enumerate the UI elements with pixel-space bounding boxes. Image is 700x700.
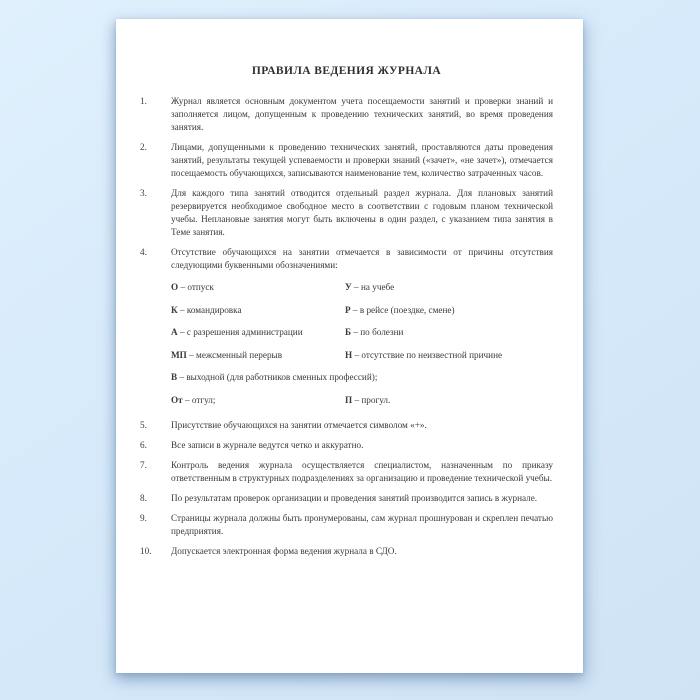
item-text: Лицами, допущенными к проведению технических занятий, проставляются даты проведения занятий, результаты текущей успеваемости и проверки знаний («зачет», «не зачет»), отмечается посещаемость обучающихся, записываются наименование тем, количество затраченных часов. [171, 142, 553, 178]
code-cell [171, 304, 345, 317]
code-description: – выходной (для работников сменных профессий); [179, 372, 378, 382]
list-item [140, 492, 553, 505]
code-row [171, 349, 553, 362]
item-number: 8. [140, 492, 147, 503]
code-cell [171, 371, 377, 384]
item-text: Отсутствие обучающихся на занятии отмечается в зависимости от причины отсутствия следующими буквенными обозначениями: [171, 247, 553, 270]
code-description: – с разрешения администрации [179, 327, 303, 337]
code-letter: У [345, 282, 352, 292]
list-item [140, 459, 553, 485]
code-letter: О [171, 282, 179, 292]
list-item [140, 141, 553, 180]
list-item [140, 187, 553, 239]
item-text: Журнал является основным документом учета посещаемости занятий и проверки знаний и заполняется лицом, допущенным к проведению технических занятий, во время проведения занятия. [171, 96, 553, 132]
code-letter: Н [345, 349, 353, 360]
list-item [140, 95, 553, 134]
list-item [140, 246, 553, 272]
code-description: – отсутствие по неизвестной причине [354, 349, 503, 360]
item-number: 7. [140, 459, 147, 470]
code-letter: От [171, 394, 183, 405]
code-letter: А [171, 327, 178, 337]
code-description: – в рейсе (поездке, смене) [352, 304, 455, 315]
code-letter: П [345, 394, 353, 405]
code-description: – на учебе [354, 282, 395, 292]
code-cell [345, 281, 553, 294]
code-row [171, 304, 553, 317]
code-letter: К [171, 304, 178, 315]
code-row [171, 326, 553, 339]
item-text: Все записи в журнале ведутся четко и аккуратно. [171, 439, 364, 450]
item-number: 4. [140, 247, 147, 257]
code-description: – отгул; [184, 394, 216, 405]
code-letter: Б [345, 327, 352, 337]
absence-codes-table [171, 281, 553, 407]
item-text: Контроль ведения журнала осуществляется специалистом, назначенным по приказу ответственным в структурных подразделениях за организацию и проведение технической учебы. [171, 459, 553, 483]
list-item [140, 419, 553, 432]
item-number: 5. [140, 419, 147, 430]
item-number: 9. [140, 512, 147, 523]
item-number: 10. [140, 545, 152, 556]
item-number: 1. [140, 96, 147, 106]
code-cell [171, 349, 345, 362]
code-row [171, 394, 553, 407]
item-number: 6. [140, 439, 147, 450]
item-text: Для каждого типа занятий отводится отдельный раздел журнала. Для плановых занятий резервируется необходимое свободное место в соответствии с годовым планом технической учебы. Неплановые занятия могут быть включены в один раздел, с указанием типа занятия в Теме занятия. [171, 188, 553, 237]
code-description: – отпуск [180, 282, 214, 292]
item-text: По результатам проверок организации и проведения занятий производится запись в журнале. [171, 492, 538, 503]
item-text: Страницы журнала должны быть пронумерованы, сам журнал прошнурован и скреплен печатью предприятия. [171, 512, 553, 536]
list-item [140, 545, 553, 558]
code-cell [345, 304, 553, 317]
list-item [140, 439, 553, 452]
code-letter: МП [171, 349, 187, 360]
item-text: Присутствие обучающихся на занятии отмечается символом «+». [171, 419, 427, 430]
document-title: ПРАВИЛА ВЕДЕНИЯ ЖУРНАЛА [251, 65, 442, 77]
code-cell [345, 326, 553, 339]
code-cell [345, 394, 553, 407]
code-cell [171, 281, 345, 294]
code-description: – прогул. [354, 394, 391, 405]
code-cell [171, 394, 345, 407]
item-number: 2. [140, 142, 147, 152]
list-item [140, 512, 553, 538]
code-description: – по болезни [353, 327, 404, 337]
code-cell [171, 326, 345, 339]
code-description: – командировка [179, 304, 242, 315]
code-letter: Р [345, 304, 351, 315]
code-letter: В [171, 372, 178, 382]
code-cell [345, 349, 553, 362]
code-row [171, 371, 553, 384]
item-number: 3. [140, 188, 147, 198]
code-description: – межсменный перерыв [189, 349, 283, 360]
item-text: Допускается электронная форма ведения журнала в СДО. [171, 545, 397, 556]
code-row [171, 281, 553, 294]
document-page [116, 19, 583, 673]
